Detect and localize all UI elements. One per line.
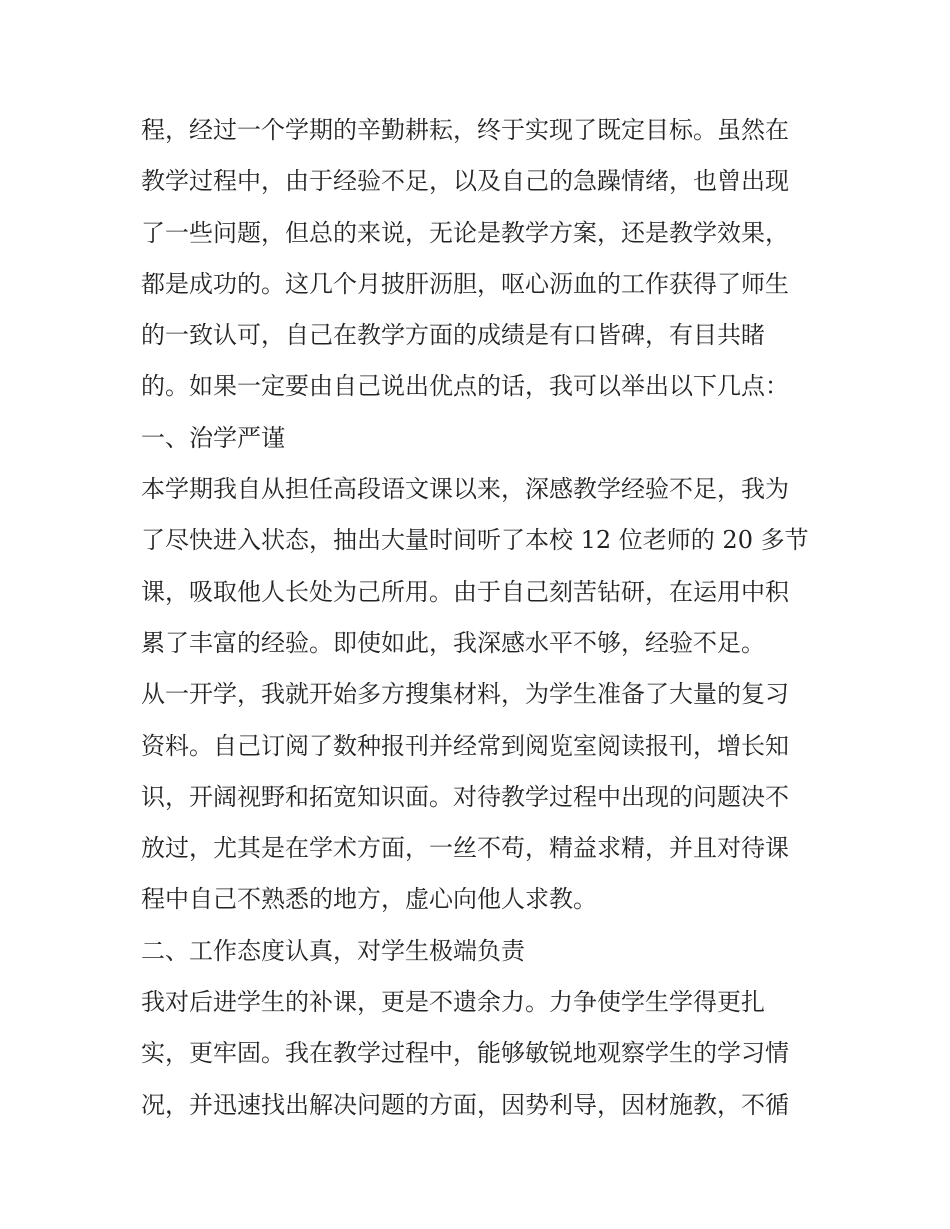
text-line: 资料。自己订阅了数种报刊并经常到阅览室阅读报刊，增长知 (141, 731, 789, 760)
text-line: 况，并迅速找出解决问题的方面，因势利导，因材施教，不循 (141, 1090, 789, 1119)
text-line: 了一些问题，但总的来说，无论是教学方案，还是教学效果， (141, 218, 789, 247)
text-line: 的。如果一定要由自己说出优点的话，我可以举出以下几点： (141, 372, 789, 401)
text-line: 教学过程中，由于经验不足，以及自己的急躁情绪，也曾出现 (141, 167, 789, 196)
text-line: 课，吸取他人长处为己所用。由于自己刻苦钻研，在运用中积 (141, 577, 789, 606)
text-line: 实，更牢固。我在教学过程中，能够敏锐地观察学生的学习情 (141, 1039, 789, 1068)
section-heading: 一、治学严谨 (141, 423, 285, 452)
text-line: 程中自己不熟悉的地方，虚心向他人求教。 (141, 885, 597, 914)
text-line: 我对后进学生的补课，更是不遗余力。力争使学生学得更扎 (141, 988, 765, 1017)
text-line: 了尽快进入状态，抽出大量时间听了本校 12 位老师的 20 多节 (141, 526, 809, 555)
text-line: 放过，尤其是在学术方面，一丝不苟，精益求精，并且对待课 (141, 834, 789, 863)
text-line: 程，经过一个学期的辛勤耕耘，终于实现了既定目标。虽然在 (141, 116, 789, 144)
text-line: 都是成功的。这几个月披肝沥胆，呕心沥血的工作获得了师生 (141, 269, 789, 298)
body-text (141, 105, 821, 1131)
text-line: 从一开学，我就开始多方搜集材料，为学生准备了大量的复习 (141, 680, 789, 709)
text-line: 的一致认可，自己在教学方面的成绩是有口皆碑，有目共睹 (141, 321, 765, 350)
section-heading: 二、工作态度认真，对学生极端负责 (141, 936, 525, 965)
text-line: 累了丰富的经验。即使如此，我深感水平不够，经验不足。 (141, 628, 765, 657)
text-line: 识，开阔视野和拓宽知识面。对待教学过程中出现的问题决不 (141, 782, 789, 811)
text-line: 本学期我自从担任高段语文课以来，深感教学经验不足，我为 (141, 475, 789, 504)
